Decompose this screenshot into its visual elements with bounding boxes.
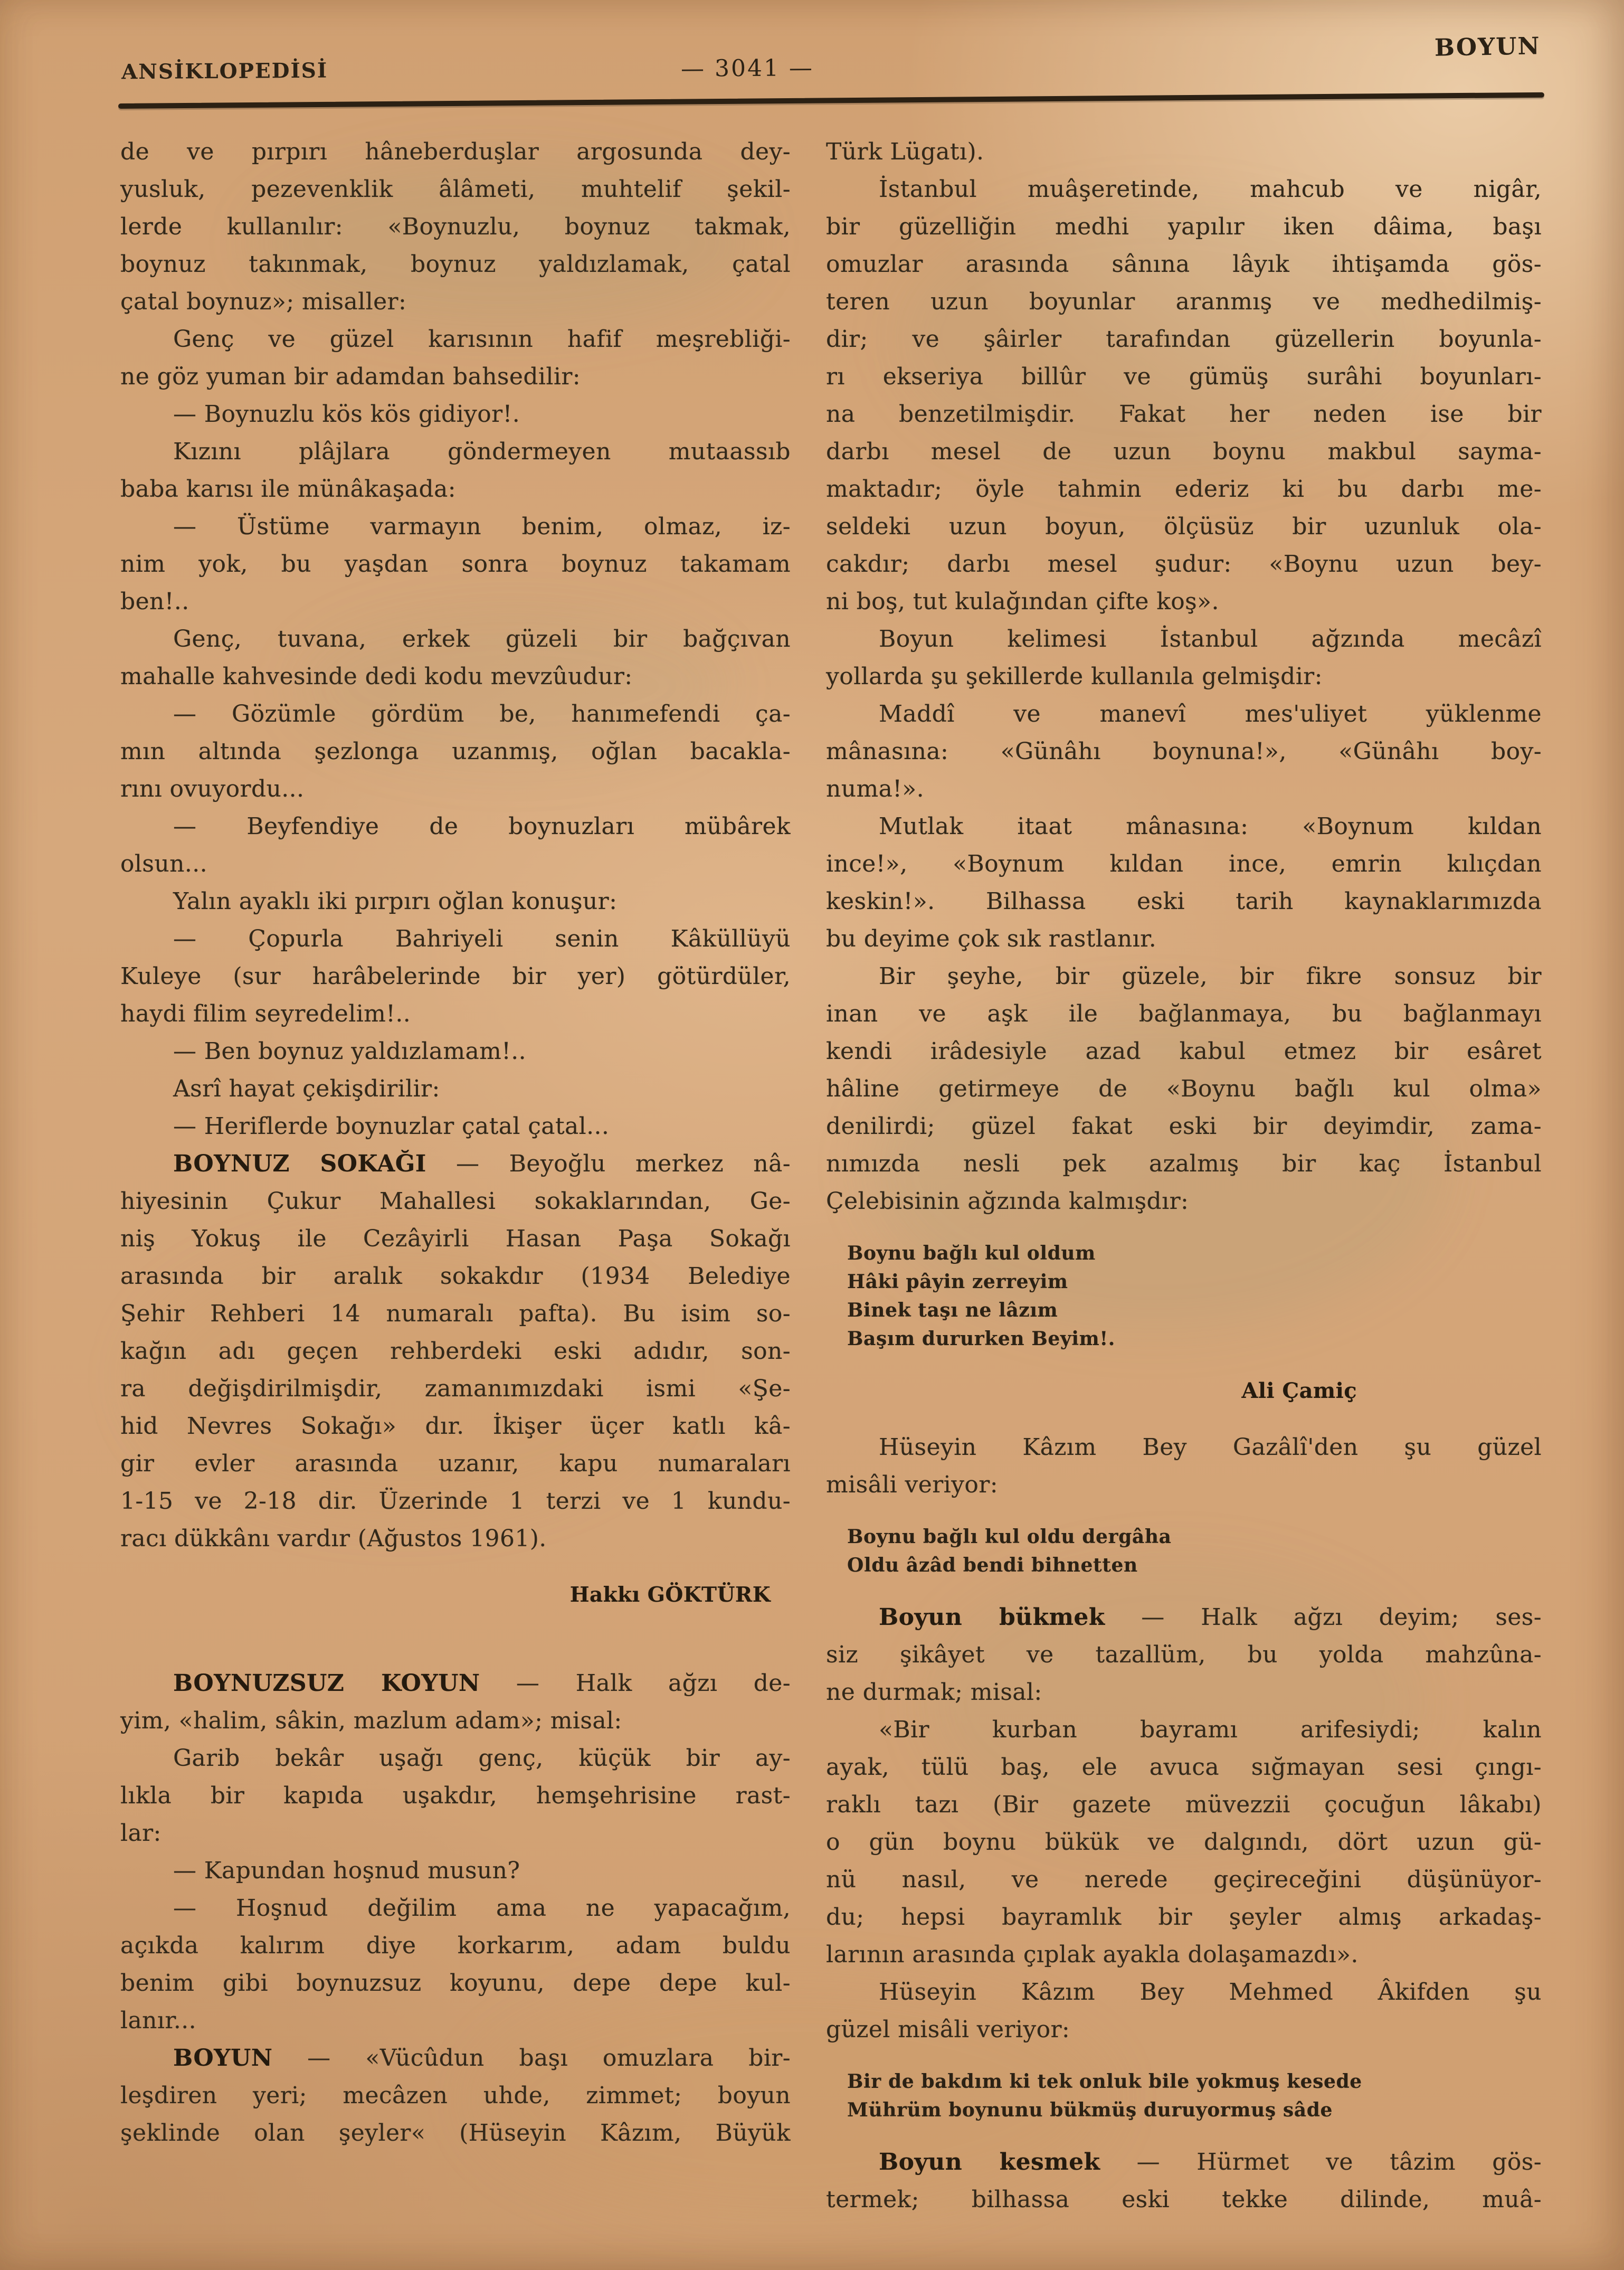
- text-line: bu deyime çok sık rastlanır.: [826, 925, 1157, 952]
- text-line: hiyesinin Çukur Mahallesi sokaklarından, Ge-: [120, 1188, 791, 1215]
- text-line: Asrî hayat çekişdirilir:: [173, 1075, 440, 1102]
- text-line: lar:: [120, 1820, 162, 1847]
- verse-line: Bir de bakdım ki tek onluk bile yokmuş kesede: [847, 2070, 1362, 2093]
- text-line: mânasına: «Günâhı boynuna!», «Günâhı boy-: [826, 738, 1542, 765]
- text-line: Kuleye (sur harâbelerinde bir yer) götürdüler,: [120, 963, 791, 990]
- verse-line: Mührüm boynunu bükmüş duruyormuş sâde: [847, 2099, 1333, 2121]
- text-line: ben!..: [120, 588, 189, 615]
- text-line: haydi filim seyredelim!..: [120, 1000, 411, 1027]
- text-line: İstanbul muâşeretinde, mahcub ve nigâr,: [879, 176, 1542, 203]
- text-line: 1-15 ve 2-18 dir. Üzerinde 1 terzi ve 1 kundu-: [120, 1488, 791, 1515]
- text-line: niş Yokuş ile Cezâyirli Hasan Paşa Sokağı: [120, 1225, 791, 1252]
- text-line: misâli veriyor:: [826, 1471, 998, 1498]
- verse-line: Boynu bağlı kul oldu dergâha: [847, 1526, 1172, 1548]
- entry-line: BOYUN — «Vücûdun başı omuzlara bir-: [173, 2045, 791, 2072]
- text-line: rını ovuyordu...: [120, 775, 305, 802]
- text-line: Kızını plâjlara göndermeyen mutaassıb: [173, 438, 791, 465]
- text-line: yollarda şu şekillerde kullanıla gelmişdir:: [826, 663, 1323, 690]
- text-column-left: [120, 133, 791, 2152]
- text-line: Yalın ayaklı iki pırpırı oğlan konuşur:: [173, 888, 618, 915]
- text-line: — Heriflerde boynuzlar çatal çatal...: [173, 1113, 610, 1140]
- text-line: maktadır; öyle tahmin ederiz ki bu darbı me-: [826, 476, 1542, 503]
- text-line: inan ve aşk ile bağlanmaya, bu bağlanmayı: [826, 1000, 1542, 1027]
- text-line: seldeki uzun boyun, ölçüsüz bir uzunluk ola-: [826, 513, 1542, 540]
- header-rule: [118, 92, 1544, 109]
- text-line: leşdiren yeri; mecâzen uhde, zimmet; boyun: [120, 2082, 791, 2109]
- entry-term: BOYNUZSUZ KOYUN: [173, 1670, 480, 1697]
- text-line: Maddî ve manevî mes'uliyet yüklenme: [879, 701, 1542, 727]
- text-line: — Hoşnud değilim ama ne yapacağım,: [173, 1895, 791, 1922]
- text-line: çatal boynuz»; misaller:: [120, 288, 407, 315]
- text-line: güzel misâli veriyor:: [826, 2016, 1070, 2043]
- byline: Ali Çamiç: [1241, 1378, 1357, 1403]
- text-line: Hüseyin Kâzım Bey Mehmed Âkifden şu: [879, 1979, 1542, 2006]
- text-line: ayak, tülü baş, ele avuca sığmayan sesi çıngı-: [826, 1754, 1542, 1781]
- text-line: Türk Lügatı).: [826, 138, 984, 165]
- text-line: keskin!». Bilhassa eski tarih kaynaklarımızda: [826, 888, 1542, 915]
- header-right-title: BOYUN: [1434, 32, 1541, 62]
- entry-term: Boyun bükmek: [879, 1604, 1105, 1631]
- text-line: yim, «halim, sâkin, mazlum adam»; misal:: [120, 1707, 622, 1734]
- entry-line: Boyun kesmek — Hürmet ve tâzim gös-: [879, 2149, 1542, 2176]
- verse-line: Hâki pâyin zerreyim: [847, 1271, 1068, 1293]
- text-line: rı ekseriya billûr ve gümüş surâhi boyunları-: [826, 363, 1542, 390]
- text-line: nü nasıl, ve nerede geçireceğini düşünüyor-: [826, 1866, 1542, 1893]
- text-line: Genç ve güzel karısının hafif meşrebliği-: [173, 326, 791, 353]
- text-line: de ve pırpırı hâneberduşlar argosunda dey-: [120, 138, 791, 165]
- entry-term: BOYUN: [173, 2045, 273, 2072]
- text-line: lerde kullanılır: «Boynuzlu, boynuz takmak,: [120, 213, 791, 240]
- text-line: darbı mesel de uzun boynu makbul sayma-: [826, 438, 1542, 465]
- text-line: denilirdi; güzel fakat eski bir deyimdir, zama-: [826, 1113, 1542, 1140]
- text-line: du; hepsi bayramlık bir şeyler almış arkadaş-: [826, 1904, 1542, 1931]
- text-line: — Üstüme varmayın benim, olmaz, iz-: [173, 513, 791, 540]
- text-line: nim yok, bu yaşdan sonra boynuz takamam: [120, 551, 791, 578]
- text-line: siz şikâyet ve tazallüm, bu yolda mahzûna-: [826, 1641, 1542, 1668]
- text-line: na benzetilmişdir. Fakat her neden ise bir: [826, 401, 1542, 428]
- text-line: Bir şeyhe, bir güzele, bir fikre sonsuz bir: [879, 963, 1542, 990]
- text-line: kağın adı geçen rehberdeki eski adıdır, son-: [120, 1338, 791, 1365]
- text-line: benim gibi boynuzsuz koyunu, depe depe kul-: [120, 1970, 791, 1997]
- text-line: bir güzelliğin medhi yapılır iken dâima, başı: [826, 213, 1542, 240]
- text-line: mın altında şezlonga uzanmış, oğlan bacakla-: [120, 738, 791, 765]
- byline: Hakkı GÖKTÜRK: [569, 1583, 771, 1607]
- text-line: — Çopurla Bahriyeli senin Kâküllüyü: [173, 925, 791, 952]
- text-line: ra değişdirilmişdir, zamanımızdaki ismi «Şe-: [120, 1375, 791, 1402]
- text-line: teren uzun boyunlar aranmış ve medhedilmiş-: [826, 288, 1542, 315]
- text-line: ince!», «Boynum kıldan ince, emrin kılıçdan: [826, 850, 1542, 877]
- text-line: dir; ve şâirler tarafından güzellerin boyunla-: [826, 326, 1542, 353]
- entry-line: BOYNUZSUZ KOYUN — Halk ağzı de-: [173, 1670, 791, 1697]
- text-line: racı dükkânı vardır (Ağustos 1961).: [120, 1525, 547, 1552]
- text-line: — Beyfendiye de boynuzları mübârek: [173, 813, 791, 840]
- text-line: Genç, tuvana, erkek güzeli bir bağçıvan: [173, 626, 791, 652]
- text-line: olsun...: [120, 850, 207, 877]
- verse-line: Başım dururken Beyim!.: [847, 1328, 1115, 1350]
- text-line: Hüseyin Kâzım Bey Gazâlî'den şu güzel: [879, 1434, 1542, 1461]
- page-number: — 3041 —: [680, 54, 814, 82]
- text-line: Boyun kelimesi İstanbul ağzında mecâzî: [879, 626, 1542, 652]
- text-line: omuzlar arasında sânına lâyık ihtişamda gös-: [826, 251, 1542, 278]
- header-left-title: ANSİKLOPEDİSİ: [121, 58, 328, 84]
- text-line: baba karısı ile münâkaşada:: [120, 476, 456, 503]
- text-line: yusluk, pezevenklik âlâmeti, muhtelif şekil-: [120, 176, 791, 203]
- entry-line: Boyun bükmek — Halk ağzı deyim; ses-: [879, 1604, 1542, 1631]
- text-line: kendi irâdesiyle azad kabul etmez bir esâret: [826, 1038, 1542, 1065]
- text-line: mahalle kahvesinde dedi kodu mevzûudur:: [120, 663, 633, 690]
- text-line: — Kapundan hoşnud musun?: [173, 1857, 520, 1884]
- text-line: ni boş, tut kulağından çifte koş».: [826, 588, 1219, 615]
- entry-term: BOYNUZ SOKAĞI: [173, 1150, 426, 1177]
- text-line: nımızda nesli pek azalmış bir kaç İstanbul: [826, 1150, 1542, 1177]
- text-line: ne göz yuman bir adamdan bahsedilir:: [120, 363, 581, 390]
- text-line: şeklinde olan şeyler« (Hüseyin Kâzım, Büyük: [120, 2120, 791, 2146]
- text-line: Garib bekâr uşağı genç, küçük bir ay-: [173, 1745, 791, 1772]
- text-line: «Bir kurban bayramı arifesiydi; kalın: [879, 1716, 1542, 1743]
- text-line: boynuz takınmak, boynuz yaldızlamak, çatal: [120, 251, 791, 278]
- text-line: — Ben boynuz yaldızlamam!..: [173, 1038, 527, 1065]
- text-line: — Gözümle gördüm be, hanımefendi ça-: [173, 701, 791, 727]
- entry-term: Boyun kesmek: [879, 2149, 1100, 2176]
- verse-line: Oldu âzâd bendi bihnetten: [847, 1554, 1138, 1576]
- text-line: raklı tazı (Bir gazete müvezzii çocuğun lâkabı): [826, 1791, 1542, 1818]
- text-line: larının arasında çıplak ayakla dolaşamazdı».: [826, 1941, 1359, 1968]
- text-line: ne durmak; misal:: [826, 1679, 1042, 1706]
- text-column-right: [826, 133, 1542, 2218]
- text-line: termek; bilhassa eski tekke dilinde, muâ-: [826, 2186, 1542, 2213]
- text-line: açıkda kalırım diye korkarım, adam buldu: [120, 1932, 791, 1959]
- text-line: hid Nevres Sokağı» dır. İkişer üçer katlı kâ-: [120, 1413, 791, 1440]
- verse-line: Binek taşı ne lâzım: [847, 1299, 1058, 1321]
- entry-line: BOYNUZ SOKAĞI — Beyoğlu merkez nâ-: [173, 1150, 791, 1177]
- text-line: lanır...: [120, 2007, 197, 2034]
- text-line: hâline getirmeye de «Boynu bağlı kul olma»: [826, 1075, 1542, 1102]
- text-line: numa!».: [826, 775, 925, 802]
- text-line: lıkla bir kapıda uşakdır, hemşehrisine rast-: [120, 1782, 791, 1809]
- text-line: Şehir Rehberi 14 numaralı pafta). Bu isim so-: [120, 1300, 791, 1327]
- text-line: — Boynuzlu kös kös gidiyor!.: [173, 401, 520, 428]
- text-line: Mutlak itaat mânasına: «Boynum kıldan: [879, 813, 1542, 840]
- text-line: arasında bir aralık sokakdır (1934 Belediye: [120, 1263, 791, 1290]
- text-line: cakdır; darbı mesel şudur: «Boynu uzun bey-: [826, 551, 1542, 578]
- verse-line: Boynu bağlı kul oldum: [847, 1242, 1096, 1264]
- text-line: Çelebisinin ağzında kalmışdır:: [826, 1188, 1189, 1215]
- text-line: o gün boynu bükük ve dalgındı, dört uzun gü-: [826, 1829, 1542, 1856]
- text-line: gir evler arasında uzanır, kapu numaraları: [120, 1450, 791, 1477]
